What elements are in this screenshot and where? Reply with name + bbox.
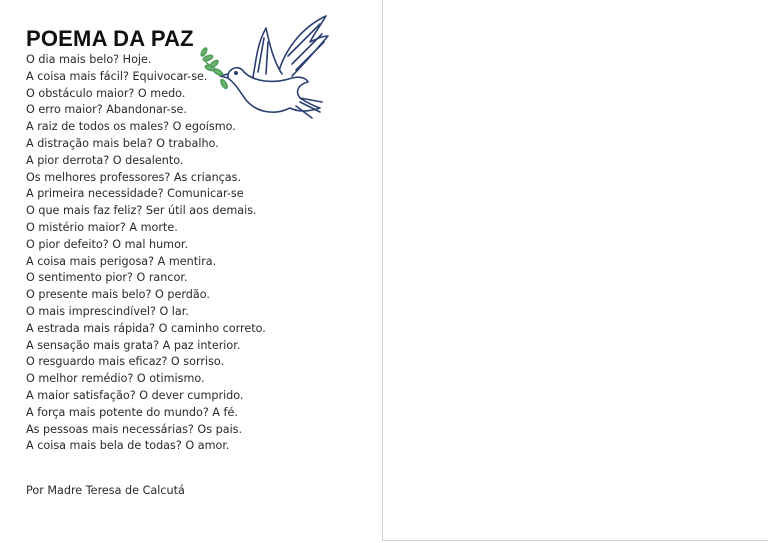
poem-line: O erro maior? Abandonar-se. xyxy=(26,103,187,117)
poem-line: Os melhores professores? As crianças. xyxy=(26,170,242,184)
poem-title: POEMA DA PAZ xyxy=(26,26,194,51)
poem-line: A sensação mais grata? A paz interior. xyxy=(26,338,241,352)
poem-line: O melhor remédio? O otimismo. xyxy=(26,372,205,386)
blank-page-panel xyxy=(382,0,768,541)
poem-line: O mistério maior? A morte. xyxy=(26,220,178,234)
poem-line: A coisa mais bela de todas? O amor. xyxy=(26,439,230,453)
poem-line: A estrada mais rápida? O caminho correto. xyxy=(26,321,266,335)
poem-line: A força mais potente do mundo? A fé. xyxy=(26,405,238,419)
poem-line: A maior satisfação? O dever cumprido. xyxy=(26,388,244,402)
poem-line: O dia mais belo? Hoje. xyxy=(26,53,152,66)
poem-lines xyxy=(26,52,266,455)
poem-line: O presente mais belo? O perdão. xyxy=(26,288,210,302)
poem-line: O obstáculo maior? O medo. xyxy=(26,86,186,100)
poem-line: A primeira necessidade? Comunicar-se xyxy=(26,187,244,201)
poem-line: A coisa mais perigosa? A mentira. xyxy=(26,254,217,268)
poem-author: Por Madre Teresa de Calcutá xyxy=(26,484,185,497)
poem-line: A raiz de todos os males? O egoísmo. xyxy=(26,120,236,134)
poem-line: O que mais faz feliz? Ser útil aos demais. xyxy=(26,204,257,218)
poem-document xyxy=(0,0,382,543)
poem-line: A distração mais bela? O trabalho. xyxy=(26,136,219,150)
poem-line: O mais imprescindível? O lar. xyxy=(26,304,189,318)
poem-line: A pior derrota? O desalento. xyxy=(26,153,184,167)
poem-line: O pior defeito? O mal humor. xyxy=(26,237,189,251)
poem-line: O sentimento pior? O rancor. xyxy=(26,271,188,285)
poem-line: O resguardo mais eficaz? O sorriso. xyxy=(26,355,225,369)
poem-line: A coisa mais fácil? Equivocar-se. xyxy=(26,69,208,83)
poem-line: As pessoas mais necessárias? Os pais. xyxy=(26,422,243,436)
